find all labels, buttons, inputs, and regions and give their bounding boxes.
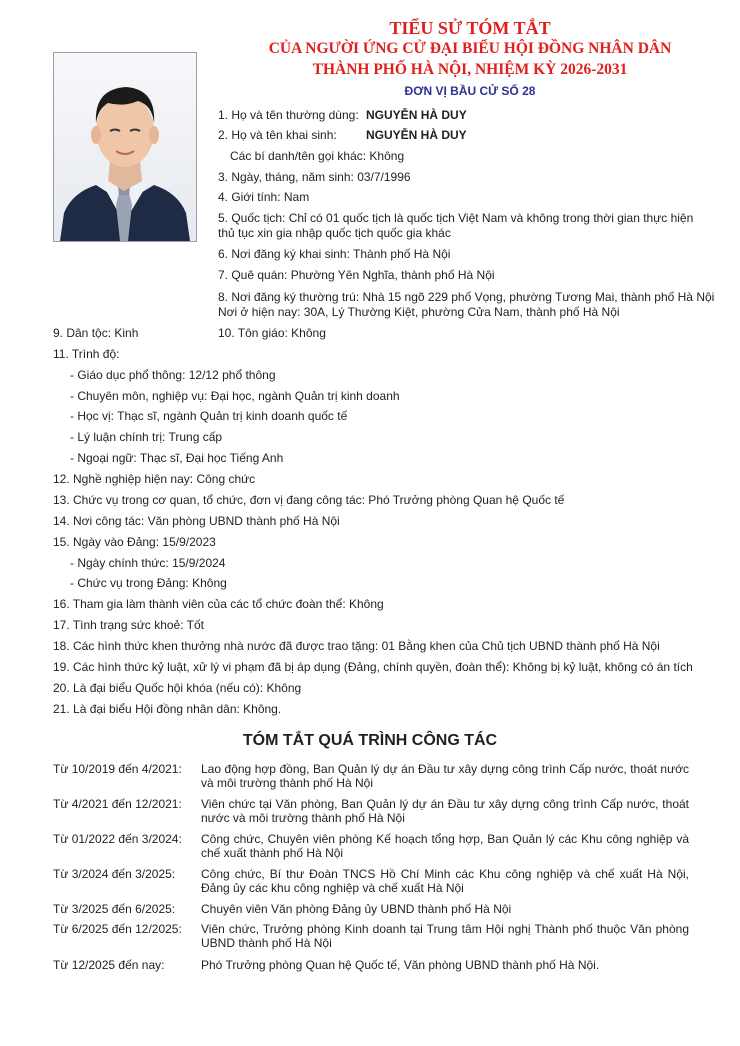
work-period: Từ 3/2024 đến 3/2025: bbox=[53, 867, 176, 881]
awards: 18. Các hình thức khen thưởng nhà nước đã được trao tặng: 01 Bằng khen của Chủ tịch UBND thành phố Hà Nội bbox=[53, 639, 660, 653]
religion: 10. Tôn giáo: Không bbox=[218, 326, 326, 340]
birth-registration: 6. Nơi đăng ký khai sinh: Thành phố Hà Nội bbox=[218, 247, 451, 261]
portrait-icon bbox=[54, 53, 196, 241]
common-name-value: NGUYỄN HÀ DUY bbox=[366, 108, 467, 122]
work-period: Từ 12/2025 đến nay: bbox=[53, 958, 165, 972]
document-title: TIỂU SỬ TÓM TẮT bbox=[389, 18, 551, 38]
bio-item-1 bbox=[218, 108, 467, 123]
document-subtitle-1: CỦA NGƯỜI ỨNG CỬ ĐẠI BIỂU HỘI ĐỒNG NHÂN DÂN bbox=[268, 40, 672, 57]
birth-name-value: NGUYỄN HÀ DUY bbox=[366, 128, 467, 142]
education-language: - Ngoại ngữ: Thạc sĩ, Đại học Tiếng Anh bbox=[70, 451, 284, 465]
current-residence: Nơi ở hiện nay: 30A, Lý Thường Kiệt, phường Cửa Nam, thành phố Hà Nội bbox=[218, 305, 620, 319]
work-description: Viên chức, Trưởng phòng Kinh doanh tại Trung tâm Hội nghị Thành phố thuộc Văn phòng UBND thành phố Hà Nội bbox=[201, 922, 689, 950]
work-history-title: TÓM TẮT QUÁ TRÌNH CÔNG TÁC bbox=[242, 732, 498, 749]
common-name-label: 1. Họ và tên thường dùng: bbox=[218, 108, 359, 122]
council-delegate: 21. Là đại biểu Hội đồng nhân dân: Không. bbox=[53, 702, 282, 716]
party-position: - Chức vụ trong Đảng: Không bbox=[70, 576, 227, 590]
work-period: Từ 10/2019 đến 4/2021: bbox=[53, 762, 182, 776]
party-official-date: - Ngày chính thức: 15/9/2024 bbox=[70, 556, 226, 570]
occupation: 12. Nghề nghiệp hiện nay: Công chức bbox=[53, 472, 256, 486]
work-description: Công chức, Chuyên viên phòng Kế hoạch tổng hợp, Ban Quản lý các Khu công nghiệp và chế xuất thành phố Hà Nội bbox=[201, 832, 689, 860]
electoral-unit: ĐƠN VỊ BẦU CỬ SỐ 28 bbox=[404, 84, 536, 98]
position: 13. Chức vụ trong cơ quan, tổ chức, đơn vị đang công tác: Phó Trưởng phòng Quan hệ Quốc tế bbox=[53, 493, 565, 507]
education-general: - Giáo dục phổ thông: 12/12 phổ thông bbox=[70, 368, 276, 382]
portrait-photo bbox=[53, 52, 197, 242]
health: 17. Tình trạng sức khoẻ: Tốt bbox=[53, 618, 205, 632]
work-description: Chuyên viên Văn phòng Đảng ủy UBND thành phố Hà Nội bbox=[201, 902, 512, 916]
date-of-birth: 3. Ngày, tháng, năm sinh: 03/7/1996 bbox=[218, 170, 411, 184]
national-assembly-delegate: 20. Là đại biểu Quốc hội khóa (nếu có): Không bbox=[53, 681, 302, 695]
workplace: 14. Nơi công tác: Văn phòng UBND thành phố Hà Nội bbox=[53, 514, 340, 528]
education-professional: - Chuyên môn, nghiệp vụ: Đại học, ngành Quản trị kinh doanh bbox=[70, 389, 400, 403]
discipline: 19. Các hình thức kỷ luật, xử lý vi phạm đã bị áp dụng (Đảng, chính quyền, đoàn thể): Không bị kỷ luật, không có án tích bbox=[53, 660, 693, 674]
alias: Các bí danh/tên gọi khác: Không bbox=[230, 149, 405, 163]
work-period: Từ 4/2021 đến 12/2021: bbox=[53, 797, 182, 811]
work-period: Từ 3/2025 đến 6/2025: bbox=[53, 902, 176, 916]
birth-name-label: 2. Họ và tên khai sinh: bbox=[218, 128, 337, 142]
work-description: Viên chức tại Văn phòng, Ban Quản lý dự án Đầu tư xây dựng công trình Cấp nước, thoát nước và môi trường thành phố Hà Nội bbox=[201, 797, 689, 825]
permanent-residence: 8. Nơi đăng ký thường trú: Nhà 15 ngõ 229 phố Vọng, phường Tương Mai, thành phố Hà Nội bbox=[218, 290, 715, 304]
hometown: 7. Quê quán: Phường Yên Nghĩa, thành phố Hà Nội bbox=[218, 268, 495, 282]
document-subtitle-2: THÀNH PHỐ HÀ NỘI, NHIỆM KỲ 2026-2031 bbox=[312, 61, 628, 78]
ethnicity: 9. Dân tộc: Kinh bbox=[53, 326, 139, 340]
work-description: Công chức, Bí thư Đoàn TNCS Hồ Chí Minh các Khu công nghiệp và chế xuất Hà Nội, Đảng ủy các khu công nghiệp và chế xuất Hà Nội bbox=[201, 867, 689, 895]
education-degree: - Học vị: Thạc sĩ, ngành Quản trị kinh doanh quốc tế bbox=[70, 409, 348, 423]
work-period: Từ 6/2025 đến 12/2025: bbox=[53, 922, 182, 936]
bio-item-2 bbox=[218, 128, 467, 143]
education-heading: 11. Trình độ: bbox=[53, 347, 120, 361]
work-description: Lao động hợp đồng, Ban Quản lý dự án Đầu tư xây dựng công trình Cấp nước, thoát nước và môi trường thành phố Hà Nội bbox=[201, 762, 689, 790]
gender: 4. Giới tính: Nam bbox=[218, 190, 310, 204]
work-description: Phó Trưởng phòng Quan hệ Quốc tế, Văn phòng UBND thành phố Hà Nội. bbox=[201, 958, 600, 972]
education-political: - Lý luận chính trị: Trung cấp bbox=[70, 430, 223, 444]
work-period: Từ 01/2022 đến 3/2024: bbox=[53, 832, 182, 846]
party-join-date: 15. Ngày vào Đảng: 15/9/2023 bbox=[53, 535, 216, 549]
nationality: 5. Quốc tịch: Chỉ có 01 quốc tịch là quốc tịch Việt Nam và không trong thời gian thực hiện bbox=[218, 211, 694, 225]
nationality-cont: thủ tục xin gia nhập quốc tịch quốc gia khác bbox=[218, 226, 451, 240]
organizations: 16. Tham gia làm thành viên của các tổ chức đoàn thể: Không bbox=[53, 597, 384, 611]
